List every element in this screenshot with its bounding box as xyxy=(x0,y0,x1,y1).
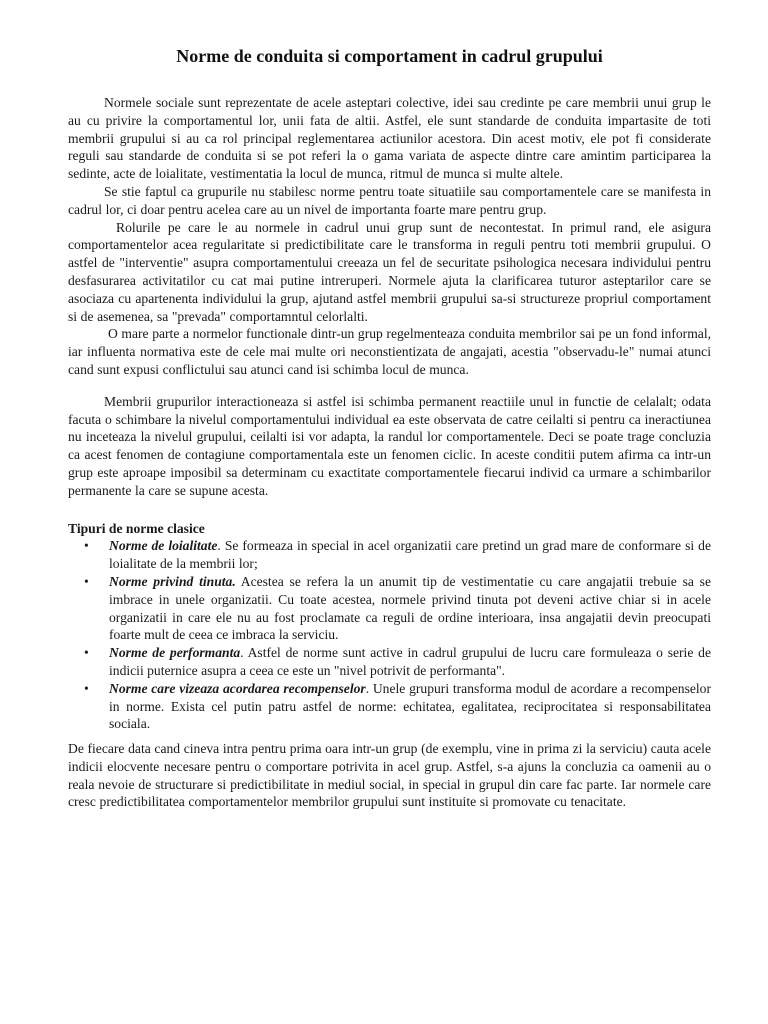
paragraph-group-interaction: Membrii grupurilor interactioneaza si astfel isi schimba permanent reactiile unul in functie de celalalt; odata facuta o schimbare la nivelul comportamentului individual ea este observata de catre ceilalti si pentru ca ineractiunea nu inceteaza la nivelul grupului, ceilalti isi vor adapta, la randul lor comportamentele. Deci se poate trage concluzia ca acest fenomen de contagiune comportamentala este un fenomen ciclic. In aceste conditii putem afirma ca intr-un grup este aproape imposibil sa determinam cu exactitate comportamentele fiecarui individ ca urmare a schimbarilor permanente la care se supune acesta. xyxy=(68,393,711,498)
norm-term: Norme care vizeaza acordarea recompenselor xyxy=(109,680,366,696)
section-heading: Tipuri de norme clasice xyxy=(68,520,205,536)
document-page xyxy=(68,44,711,811)
bullet-icon: • xyxy=(84,573,89,589)
list-item xyxy=(68,537,711,573)
paragraph-informal-norms: O mare parte a normelor functionale dintr-un grup regelmenteaza conduita membrilor sai pe un fond informal, iar influenta normativa este de cele mai multe ori neconstientizata de angajati, acestia "observadu-le" numai atunci cand sunt expusi conflictului sau atunci cand isi schimba locul de munca. xyxy=(68,326,711,377)
paragraph-norm-roles: Rolurile pe care le au normele in cadrul unui grup sunt de necontestat. In primul rand, ele asigura comportamentelor acea regularitate si predictibilitate care le transforma in reguli pentru toti membrii grupului. O astfel de "interventie" asupra comportamentului creeaza un fel de securitate psihologica necesara individului pentru desfasurarea activitatilor cu cat mai putine intreruperi. Normele ajuta la clarificarea tuturor asteptarilor care se asociaza cu apartenenta individului la grup, ajutand astfel membrii grupului sa-si structureze propriul comportament si de asemenea, sa "prevada" comportamntul celorlalti. xyxy=(68,219,711,324)
list-item xyxy=(68,573,711,644)
bullet-icon: • xyxy=(84,538,89,554)
norm-description: Acestea se refera la un anumit tip de vestimentatie cu care angajatii trebuie sa se imbrace in unele organizatii. Cu toate acestea, normele privind tinuta pot deveni active chiar si in acele organizatii in care ele nu au fost proclamate ca reguli de ordine interioara, insa angajatii devin preocupati foarte mult de ceea ce imbraca la serviciu. xyxy=(109,573,711,643)
norm-term: Norme de loialitate xyxy=(109,538,218,554)
list-item xyxy=(68,680,711,733)
document-title: Norme de conduita si comportament in cadrul grupului xyxy=(176,46,603,66)
bullet-icon: • xyxy=(84,645,89,661)
norm-description: . Se formeaza in special in acel organizatii care pretind un grad mare de conformare si de loialitate de la membrii lor; xyxy=(109,538,711,572)
norm-types-list xyxy=(68,537,711,733)
paragraph-gap xyxy=(68,379,711,393)
norm-description: . Astfel de norme sunt active in cadrul grupului de lucru care formuleaza o serie de indicii puternice asupra a ceea ce este un "nivel potrivit de performanta". xyxy=(109,645,711,678)
paragraph-closing: De fiecare data cand cineva intra pentru prima oara intr-un grup (de exemplu, vine in prima zi la serviciu) cauta acele indicii elocvente necesare pentru o comportare potrivita in acel grup. Astfel, s-a ajuns la concluzia ca oamenii au o reala nevoie de structurare si predictibilitate in mediul social, in special in grupul din care fac parte. Iar normele care cresc predictibilitatea comportamentelor membrilor grupului sunt instituite si promovate cu tenacitate. xyxy=(68,741,711,810)
norm-term: Norme de performanta xyxy=(109,645,241,661)
paragraph-gap xyxy=(68,500,711,514)
bullet-icon: • xyxy=(84,680,89,696)
list-item xyxy=(68,644,711,680)
paragraph-intro: Normele sociale sunt reprezentate de acele asteptari colective, idei sau credinte pe care membrii unui grup le au cu privire la comportamentul lor, unii fata de altii. Astfel, ele sunt standarde de conduita impartasite de toti membrii grupului si au ca rol principal reglementarea actiunilor acestora. Din acest motiv, ele pot fi considerate reguli sau standarde de conduita si se pot referi la o gama variata de aspecte dintre care amintim participarea la sedinte, acte de loialitate, vestimentatia la locul de munca, ritmul de munca si multe altele. xyxy=(68,95,711,182)
norm-term: Norme privind tinuta. xyxy=(109,573,236,589)
paragraph-norm-scope: Se stie faptul ca grupurile nu stabilesc norme pentru toate situatiile sau comportamentele care se manifesta in cadrul lor, ci doar pentru acelea care au un nivel de importanta foarte mare pentru grup. xyxy=(68,183,711,217)
norm-description: . Unele grupuri transforma modul de acordare a recompenselor in norme. Exista cel putin patru astfel de norme: echitatea, egalitatea, reciprocitatea si responsabilitatea sociala. xyxy=(109,680,711,732)
